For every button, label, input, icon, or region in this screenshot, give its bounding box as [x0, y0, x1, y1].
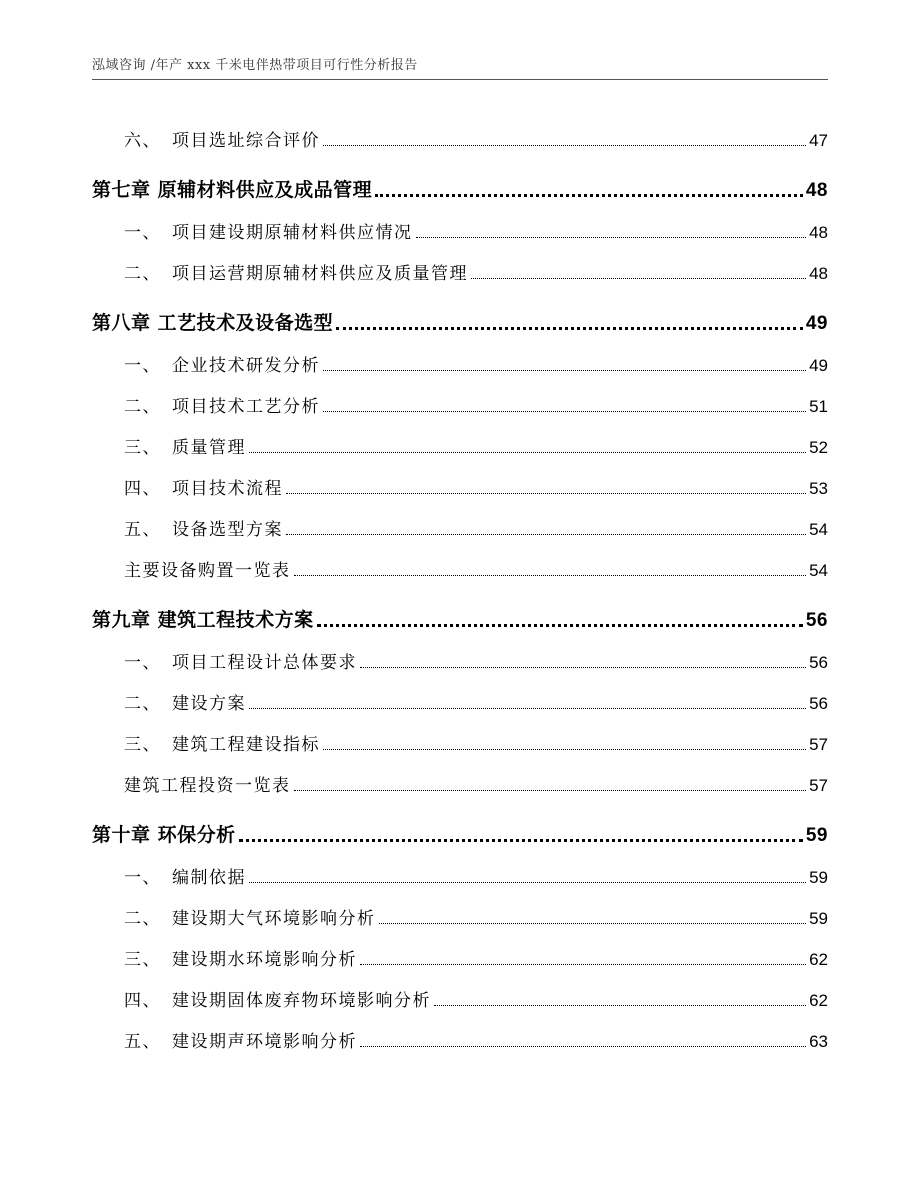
toc-entry-text: 第十章 环保分析: [92, 824, 236, 846]
dot-leader: [360, 1046, 806, 1047]
dot-leader: [239, 839, 803, 842]
dot-leader: [434, 1005, 806, 1006]
toc-entry-number: 三、: [124, 735, 161, 755]
toc-page-number: 51: [809, 397, 828, 416]
toc-page-number: 48: [809, 264, 828, 283]
toc-chapter-entry[interactable]: [92, 151, 828, 202]
toc-entry-text: 建筑工程投资一览表: [124, 776, 291, 796]
toc-page-number: 57: [809, 776, 828, 795]
toc-entry-number: 二、: [124, 909, 161, 929]
toc-page-number: 59: [809, 868, 828, 887]
toc-page-number: 56: [805, 610, 828, 631]
toc-entry-title: [124, 863, 246, 888]
toc-entry-text: 设备选型方案: [172, 520, 283, 540]
toc-entry-number: 一、: [124, 223, 161, 243]
toc-entry-number: 三、: [124, 438, 161, 458]
toc-entry-text: 建设期大气环境影响分析: [172, 909, 376, 929]
toc-entry-number: 一、: [124, 356, 161, 376]
toc-page-number: 57: [809, 735, 828, 754]
toc-page-number: 63: [809, 1032, 828, 1051]
dot-leader: [249, 708, 806, 709]
toc-page-number: 49: [805, 313, 828, 334]
toc-entry-title: [124, 556, 291, 581]
dot-leader: [286, 493, 806, 494]
dot-leader: [323, 370, 806, 371]
toc-entry-title: [124, 126, 320, 151]
toc-entry-text: 项目技术流程: [172, 479, 283, 499]
toc-entry-title: [124, 904, 376, 929]
toc-entry-title: [124, 392, 320, 417]
toc-section-entry[interactable]: [92, 243, 828, 284]
toc-entry-number: 一、: [124, 868, 161, 888]
toc-entry-text: 建设期声环境影响分析: [172, 1032, 357, 1052]
toc-entry-text: 编制依据: [172, 868, 246, 888]
toc-entry-number: 五、: [124, 1032, 161, 1052]
toc-entry-title: [124, 689, 246, 714]
toc-entry-number: 四、: [124, 991, 161, 1011]
toc-entry-title: [124, 648, 357, 673]
dot-leader: [360, 667, 806, 668]
toc-page-number: 56: [809, 653, 828, 672]
toc-entry-number: 五、: [124, 520, 161, 540]
toc-page-number: 59: [809, 909, 828, 928]
toc-page-number: 52: [809, 438, 828, 457]
toc-section-entry[interactable]: [92, 755, 828, 796]
toc-section-entry[interactable]: [92, 847, 828, 888]
toc-entry-title: [124, 986, 431, 1011]
dot-leader: [323, 749, 806, 750]
toc-page-number: 48: [805, 180, 828, 201]
toc-section-entry[interactable]: [92, 417, 828, 458]
toc-entry-title: [124, 515, 283, 540]
dot-leader: [416, 237, 807, 238]
toc-chapter-entry[interactable]: [92, 284, 828, 335]
toc-entry-number: 二、: [124, 694, 161, 714]
dot-leader: [375, 194, 803, 197]
running-header: 泓域咨询 /年产 xxx 千米电伴热带项目可行性分析报告: [92, 58, 418, 73]
dot-leader: [317, 624, 803, 627]
toc-entry-title: [124, 433, 246, 458]
toc-section-entry[interactable]: [92, 714, 828, 755]
toc-section-entry[interactable]: [92, 202, 828, 243]
toc-section-entry[interactable]: [92, 632, 828, 673]
dot-leader: [286, 534, 806, 535]
toc-entry-title: [92, 175, 372, 202]
toc-entry-number: 二、: [124, 397, 161, 417]
toc-section-entry[interactable]: [92, 540, 828, 581]
toc-section-entry[interactable]: [92, 499, 828, 540]
dot-leader: [379, 923, 807, 924]
toc-entry-title: [124, 351, 320, 376]
dot-leader: [294, 575, 807, 576]
toc-page-number: 48: [809, 223, 828, 242]
toc-page-number: 54: [809, 561, 828, 580]
dot-leader: [249, 452, 806, 453]
dot-leader: [471, 278, 806, 279]
toc-entry-title: [124, 1027, 357, 1052]
dot-leader: [323, 411, 806, 412]
toc-entry-number: 六、: [124, 131, 161, 151]
toc-page-number: 49: [809, 356, 828, 375]
toc-section-entry[interactable]: [92, 335, 828, 376]
toc-page-number: 47: [809, 131, 828, 150]
toc-section-entry[interactable]: [92, 888, 828, 929]
toc-page-number: 53: [809, 479, 828, 498]
toc-entry-title: [124, 730, 320, 755]
toc-entry-title: [124, 945, 357, 970]
toc-entry-title: [124, 474, 283, 499]
dot-leader: [336, 327, 803, 330]
toc-entry-text: 第九章 建筑工程技术方案: [92, 609, 314, 631]
toc-entry-number: 三、: [124, 950, 161, 970]
dot-leader: [249, 882, 806, 883]
dot-leader: [323, 145, 806, 146]
toc-entry-title: [92, 820, 236, 847]
toc-entry-text: 建设期固体废弃物环境影响分析: [172, 991, 431, 1011]
toc-entry-text: 企业技术研发分析: [172, 356, 320, 376]
toc-entry-text: 第八章 工艺技术及设备选型: [92, 312, 334, 334]
toc-entry-text: 主要设备购置一览表: [124, 561, 291, 581]
toc-entry-text: 建设期水环境影响分析: [172, 950, 357, 970]
dot-leader: [294, 790, 807, 791]
toc-section-entry[interactable]: [92, 673, 828, 714]
toc-entry-number: 四、: [124, 479, 161, 499]
toc-entry-text: 项目运营期原辅材料供应及质量管理: [172, 264, 468, 284]
toc-section-entry[interactable]: [92, 1011, 828, 1052]
toc-entry-number: 二、: [124, 264, 161, 284]
toc-entry-title: [92, 605, 314, 632]
toc-chapter-entry[interactable]: [92, 796, 828, 847]
dot-leader: [360, 964, 806, 965]
toc-entry-title: [92, 308, 333, 335]
toc-entry-text: 第七章 原辅材料供应及成品管理: [92, 179, 373, 201]
toc-entry-title: [124, 771, 291, 796]
table-of-contents: [92, 110, 828, 1052]
toc-page-number: 56: [809, 694, 828, 713]
toc-section-entry[interactable]: [92, 458, 828, 499]
toc-page-number: 54: [809, 520, 828, 539]
toc-entry-text: 建设方案: [172, 694, 246, 714]
toc-section-entry[interactable]: [92, 970, 828, 1011]
toc-section-entry[interactable]: [92, 376, 828, 417]
toc-page-number: 59: [805, 825, 828, 846]
toc-entry-text: 项目技术工艺分析: [172, 397, 320, 417]
toc-section-entry[interactable]: [92, 110, 828, 151]
toc-entry-text: 建筑工程建设指标: [172, 735, 320, 755]
toc-section-entry[interactable]: [92, 929, 828, 970]
toc-entry-title: [124, 259, 468, 284]
toc-entry-text: 项目选址综合评价: [172, 131, 320, 151]
toc-page-number: 62: [809, 991, 828, 1010]
toc-entry-text: 项目建设期原辅材料供应情况: [172, 223, 413, 243]
toc-entry-text: 质量管理: [172, 438, 246, 458]
toc-page-number: 62: [809, 950, 828, 969]
toc-entry-number: 一、: [124, 653, 161, 673]
header-divider: [92, 79, 828, 80]
toc-entry-title: [124, 218, 413, 243]
toc-chapter-entry[interactable]: [92, 581, 828, 632]
toc-entry-text: 项目工程设计总体要求: [172, 653, 357, 673]
